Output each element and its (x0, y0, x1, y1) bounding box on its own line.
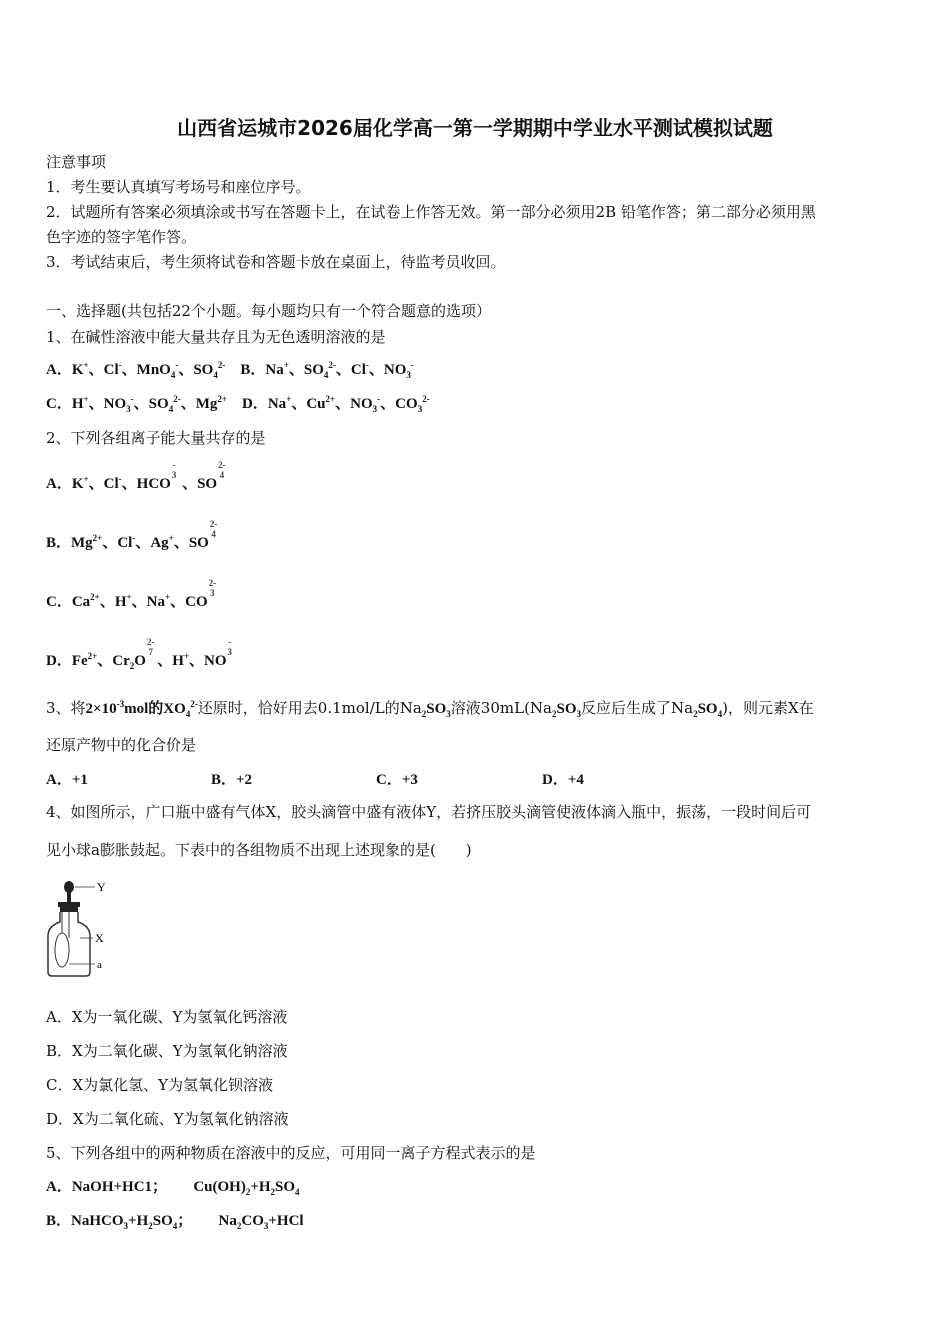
q4-option-b: B．X为二氧化碳、Y为氢氧化钠溶液 (46, 1042, 288, 1060)
q5-option-b: B．$NaHCO_3+H_2SO_4$； $Na_2CO_3+HCl$ (46, 1213, 304, 1231)
flask-dropper-figure (40, 878, 115, 980)
section-heading: 一、选择题(共包括22个小题。每小题均只有一个符合题意的选项） (46, 302, 491, 320)
balloon (55, 933, 69, 967)
q1-options-ab: A．K+、Cl-、MnO$_4$-、$SO_4^{2-}$ B．Na+、$SO_4^{2-}$、Cl-、$NO_3^-$ (46, 360, 414, 380)
q1-stem: 1、在碱性溶液中能大量共存且为无色透明溶液的是 (46, 328, 386, 346)
page-title: 山西省运城市2026届化学高一第一学期期中学业水平测试模拟试题 (177, 116, 773, 140)
q3-option-d: D．+4 (542, 772, 584, 788)
q3-option-c: C．+3 (376, 772, 418, 788)
notice-item-2-cont: 色字迹的签字笔作答。 (46, 228, 197, 246)
notice-item-3: 3．考试结束后，考生须将试卷和答题卡放在桌面上，待监考员收回。 (46, 253, 506, 271)
stopper (58, 902, 80, 907)
q4-option-a: A．X为一氧化碳、Y为氢氧化钙溶液 (46, 1008, 288, 1026)
q1-options-cd: C．H+、$NO_3^-$、$SO_4^{2-}$、$Mg^{2+}$ D．Na+、$Cu^{2+}$、$NO_3^-$、$CO_3^{2-}$ (46, 394, 430, 414)
notice-item-2: 2．试题所有答案必须填涂或书写在答题卡上，在试卷上作答无效。第一部分必须用2B 铅笔作答；第二部分必须用黑 (46, 203, 816, 221)
q3-stem-line2: 还原产物中的化合价是 (46, 736, 197, 754)
q5-stem: 5、下列各组中的两种物质在溶液中的反应，可用同一离子方程式表示的是 (46, 1144, 536, 1162)
q4-stem-line2: 见小球a膨胀鼓起。下表中的各组物质不出现上述现象的是( ) (46, 841, 472, 859)
q4-stem-line1: 4、如图所示，广口瓶中盛有气体X，胶头滴管中盛有液体Y，若挤压胶头滴管使液体滴入瓶中，振荡，一段时间后可 (46, 803, 812, 821)
q3-stem-line1: 3、将$2\times 10^{-3}mol$的$XO_4^{2-}$还原时，恰好用去0.1mol/L的$Na_2SO_3$溶液$30mL(Na_2SO_3$反应后生成了$Na_2SO_4$)，则元素X在 (46, 699, 814, 719)
label-x: X (95, 931, 104, 945)
q2-option-a: A．K+、Cl-、HCO - 3 、SO 2- 4 (46, 460, 226, 492)
notice-item-1: 1．考生要认真填写考场号和座位序号。 (46, 178, 311, 196)
q5-option-a: A．NaOH+HC1； $Cu(OH)_2+H_2SO_4$ (46, 1179, 300, 1197)
q4-option-d: D．X为二氧化硫、Y为氢氧化钠溶液 (46, 1110, 289, 1128)
notice-heading: 注意事项 (46, 153, 107, 171)
q2-stem: 2、下列各组离子能大量共存的是 (46, 429, 266, 447)
q3-option-b: B．+2 (211, 772, 253, 788)
q2-option-b: B．$Mg^{2+}$、Cl-、Ag+、SO 2- 4 (46, 519, 218, 551)
q3-option-a: A．+1 (46, 772, 88, 788)
label-y: Y (97, 880, 106, 894)
q2-option-d: D．$Fe^{2+}$、$Cr_2O$ 2- 7 、H+、NO - 3 (46, 637, 233, 671)
label-a: a (97, 959, 102, 971)
dropper-bulb (64, 881, 74, 893)
q2-option-c: C．$Ca^{2+}$、H+、Na+、CO 2- 3 (46, 578, 217, 610)
q4-option-c: C．X为氯化氢、Y为氢氧化钡溶液 (46, 1076, 274, 1094)
